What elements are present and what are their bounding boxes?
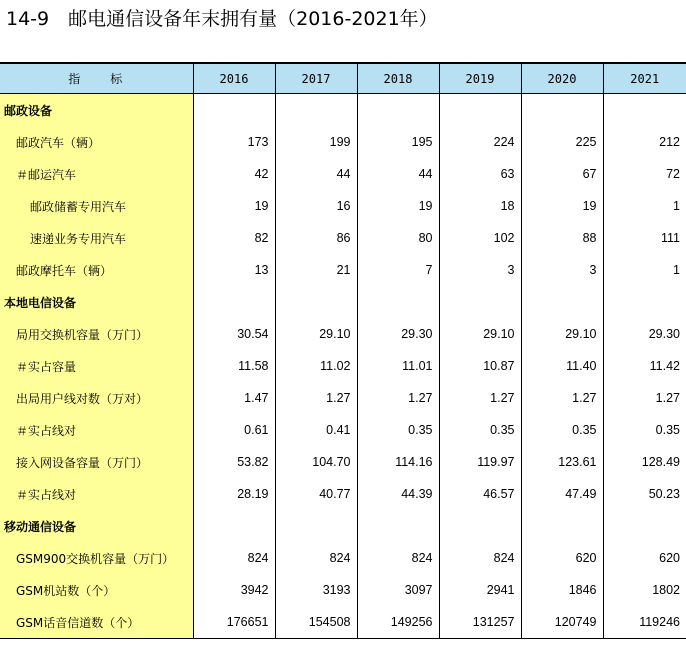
header-row <box>0 64 686 94</box>
row-label: 邮政摩托车（辆） <box>0 254 193 286</box>
value-cell: 50.23 <box>603 478 686 510</box>
value-cell: 11.42 <box>603 350 686 382</box>
value-cell: 18 <box>439 190 521 222</box>
value-cell <box>603 286 686 318</box>
value-cell: 0.35 <box>357 414 439 446</box>
value-cell: 11.02 <box>275 350 357 382</box>
value-cell: 63 <box>439 158 521 190</box>
table-row <box>0 190 686 222</box>
value-cell: 0.35 <box>439 414 521 446</box>
value-cell: 176651 <box>193 606 275 639</box>
table-row <box>0 478 686 510</box>
table-body <box>0 94 686 639</box>
value-cell <box>357 286 439 318</box>
value-cell: 0.41 <box>275 414 357 446</box>
value-cell: 1.47 <box>193 382 275 414</box>
row-label: ＃实占线对 <box>0 478 193 510</box>
year-header: 2021 <box>603 64 686 94</box>
value-cell: 0.35 <box>603 414 686 446</box>
section-header-row <box>0 94 686 127</box>
value-cell: 88 <box>521 222 603 254</box>
value-cell: 44.39 <box>357 478 439 510</box>
value-cell: 19 <box>521 190 603 222</box>
value-cell: 104.70 <box>275 446 357 478</box>
table-row <box>0 158 686 190</box>
table-row <box>0 446 686 478</box>
value-cell: 620 <box>603 542 686 574</box>
value-cell <box>521 94 603 127</box>
value-cell: 225 <box>521 126 603 158</box>
value-cell: 824 <box>357 542 439 574</box>
value-cell: 10.87 <box>439 350 521 382</box>
value-cell <box>193 510 275 542</box>
value-cell <box>357 510 439 542</box>
value-cell: 1 <box>603 190 686 222</box>
value-cell: 67 <box>521 158 603 190</box>
table-row <box>0 318 686 350</box>
table-row <box>0 382 686 414</box>
indicator-header: 指 标 <box>0 64 193 94</box>
value-cell: 1.27 <box>357 382 439 414</box>
value-cell: 154508 <box>275 606 357 639</box>
row-label: GSM机站数（个） <box>0 574 193 606</box>
value-cell: 119.97 <box>439 446 521 478</box>
value-cell <box>521 286 603 318</box>
value-cell: 29.10 <box>521 318 603 350</box>
value-cell: 3097 <box>357 574 439 606</box>
value-cell: 102 <box>439 222 521 254</box>
value-cell: 44 <box>357 158 439 190</box>
value-cell: 21 <box>275 254 357 286</box>
value-cell: 114.16 <box>357 446 439 478</box>
row-label: 局用交换机容量（万门） <box>0 318 193 350</box>
section-header-row <box>0 286 686 318</box>
table-row <box>0 574 686 606</box>
table-row <box>0 606 686 639</box>
year-header: 2016 <box>193 64 275 94</box>
value-cell: 824 <box>275 542 357 574</box>
table-row <box>0 126 686 158</box>
row-label: ＃实占容量 <box>0 350 193 382</box>
value-cell <box>439 94 521 127</box>
table-row <box>0 254 686 286</box>
row-label: 速递业务专用汽车 <box>0 222 193 254</box>
value-cell: 19 <box>357 190 439 222</box>
value-cell: 3 <box>439 254 521 286</box>
section-header-row <box>0 510 686 542</box>
value-cell: 30.54 <box>193 318 275 350</box>
table-row <box>0 350 686 382</box>
value-cell: 1.27 <box>439 382 521 414</box>
value-cell: 28.19 <box>193 478 275 510</box>
year-header: 2020 <box>521 64 603 94</box>
value-cell: 1.27 <box>275 382 357 414</box>
value-cell: 11.58 <box>193 350 275 382</box>
value-cell: 0.35 <box>521 414 603 446</box>
value-cell: 173 <box>193 126 275 158</box>
row-label: ＃实占线对 <box>0 414 193 446</box>
value-cell: 13 <box>193 254 275 286</box>
value-cell: 824 <box>193 542 275 574</box>
row-label: GSM话音信道数（个） <box>0 606 193 639</box>
value-cell: 620 <box>521 542 603 574</box>
value-cell: 29.30 <box>603 318 686 350</box>
value-cell: 80 <box>357 222 439 254</box>
value-cell: 0.61 <box>193 414 275 446</box>
value-cell: 19 <box>193 190 275 222</box>
value-cell: 119246 <box>603 606 686 639</box>
row-label: 出局用户线对数（万对） <box>0 382 193 414</box>
value-cell: 46.57 <box>439 478 521 510</box>
year-header: 2017 <box>275 64 357 94</box>
year-header: 2018 <box>357 64 439 94</box>
value-cell: 128.49 <box>603 446 686 478</box>
statistics-table <box>0 64 686 639</box>
row-label: 接入网设备容量（万门） <box>0 446 193 478</box>
value-cell: 199 <box>275 126 357 158</box>
value-cell: 123.61 <box>521 446 603 478</box>
value-cell: 212 <box>603 126 686 158</box>
value-cell: 72 <box>603 158 686 190</box>
value-cell: 1846 <box>521 574 603 606</box>
row-label: GSM900交换机容量（万门） <box>0 542 193 574</box>
value-cell <box>439 286 521 318</box>
value-cell: 29.30 <box>357 318 439 350</box>
value-cell: 11.01 <box>357 350 439 382</box>
value-cell: 53.82 <box>193 446 275 478</box>
value-cell: 86 <box>275 222 357 254</box>
value-cell <box>603 94 686 127</box>
value-cell: 1 <box>603 254 686 286</box>
table-row <box>0 414 686 446</box>
value-cell: 3193 <box>275 574 357 606</box>
row-label: 邮政储蓄专用汽车 <box>0 190 193 222</box>
value-cell: 1.27 <box>603 382 686 414</box>
value-cell: 16 <box>275 190 357 222</box>
value-cell: 2941 <box>439 574 521 606</box>
value-cell <box>193 286 275 318</box>
row-label: 邮政设备 <box>0 94 193 127</box>
value-cell: 29.10 <box>439 318 521 350</box>
row-label: 邮政汽车（辆） <box>0 126 193 158</box>
value-cell: 40.77 <box>275 478 357 510</box>
value-cell: 3 <box>521 254 603 286</box>
row-label: ＃邮运汽车 <box>0 158 193 190</box>
value-cell: 224 <box>439 126 521 158</box>
value-cell <box>439 510 521 542</box>
value-cell: 44 <box>275 158 357 190</box>
value-cell: 111 <box>603 222 686 254</box>
row-label: 本地电信设备 <box>0 286 193 318</box>
value-cell: 42 <box>193 158 275 190</box>
value-cell <box>193 94 275 127</box>
value-cell: 11.40 <box>521 350 603 382</box>
value-cell <box>603 510 686 542</box>
value-cell: 1.27 <box>521 382 603 414</box>
value-cell: 1802 <box>603 574 686 606</box>
table-title: 14-9 邮电通信设备年末拥有量（2016-2021年） <box>6 8 438 30</box>
value-cell: 82 <box>193 222 275 254</box>
value-cell <box>357 94 439 127</box>
value-cell: 195 <box>357 126 439 158</box>
value-cell: 120749 <box>521 606 603 639</box>
value-cell: 131257 <box>439 606 521 639</box>
value-cell: 149256 <box>357 606 439 639</box>
row-label: 移动通信设备 <box>0 510 193 542</box>
table-row <box>0 222 686 254</box>
table-row <box>0 542 686 574</box>
year-header: 2019 <box>439 64 521 94</box>
value-cell <box>275 286 357 318</box>
value-cell <box>521 510 603 542</box>
value-cell: 824 <box>439 542 521 574</box>
value-cell <box>275 94 357 127</box>
value-cell <box>275 510 357 542</box>
value-cell: 3942 <box>193 574 275 606</box>
value-cell: 29.10 <box>275 318 357 350</box>
value-cell: 7 <box>357 254 439 286</box>
value-cell: 47.49 <box>521 478 603 510</box>
